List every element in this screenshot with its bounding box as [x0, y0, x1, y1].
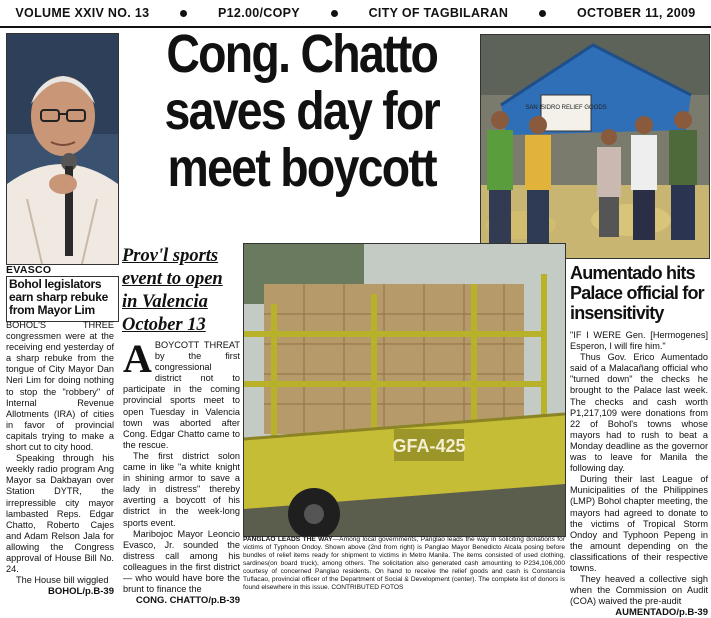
separator-dot [180, 10, 187, 17]
price-label: P12.00/COPY [218, 6, 300, 20]
left-story-headline-box [6, 276, 119, 322]
sports-story-jump-link[interactable]: CONG. CHATTO/p.B-39 [135, 595, 240, 607]
main-headline-line: saves day for [164, 81, 439, 141]
sports-story-paragraph: The first district solon came in like "a white knight in shining armor to save a lady in distress" thereby averting a boycott of his district in the week-long sports event. [123, 450, 240, 528]
separator-dot [331, 10, 338, 17]
left-story-paragraph: Speaking through his weekly radio program Ang Mayor sa Dakbayan over Station DYTR, the irrepressible city mayor lambasted Reps. Edgar Chatto, Roberto Cajes and Adam Relson Jala for allowing the Congress approval of House Bill No. 24. [6, 453, 114, 575]
left-story-jump-link[interactable]: BOHOL/p.B-39 [48, 586, 114, 598]
relief-tent-illustration [481, 35, 709, 258]
left-story-headline: Bohol legislators earn sharp rebuke from Mayor Lim [9, 277, 108, 317]
right-story-headline: Aumentado hits Palace official for insensitivity [570, 263, 704, 323]
volume-label: VOLUME XXIV NO. 13 [15, 6, 150, 20]
left-story-paragraph: The House bill wiggled [16, 575, 109, 586]
person [487, 111, 513, 245]
date-label: OCTOBER 11, 2009 [576, 6, 696, 20]
main-headline [122, 26, 481, 244]
evasco-photo-caption: EVASCO [6, 264, 52, 276]
evasco-illustration [7, 34, 118, 264]
right-story-body [570, 330, 708, 618]
main-headline-line: Cong. Chatto [166, 24, 438, 84]
tent-banner-text: SAN ISIDRO RELIEF GOODS [525, 105, 607, 111]
drop-cap: A [123, 336, 152, 381]
right-story-paragraph: "IF I WERE Gen. [Hermogenes] Esperon, I will fire him." [570, 330, 708, 352]
right-story-paragraph: During their last League of Municipalities of the Philippines (LMP) Bohol chapter meeting, the mayors had agreed to donate to the victims of Tropical Storm Ondoy and Typhoon Pepeng in the amount depending on the classifications of their respective towns. [570, 474, 708, 573]
photo-credit: CONTRIBUTED FOTOS [331, 584, 404, 591]
sports-story-body [123, 336, 240, 607]
left-story-paragraph: BOHOL'S THREE congressmen were at the receiving end yesterday of a sharp rebuke from the tongue of City Mayor Dan Neri Lim for doing nothing to stop the "robbery" of Internal Revenue Allotments (IRA) of cities in favor of provincial capitals trying to make a short cut to city hood. [6, 320, 114, 453]
sports-story-paragraph [123, 336, 240, 451]
sports-story-paragraph: Maribojoc Mayor Leoncio Evasco, Jr. sounded the distress call among his colleagues in the first district— who would have bore the brunt to finance the [123, 528, 240, 595]
sports-story-headline: Prov'l sports event to open in Valencia October 13 [122, 246, 223, 335]
cargo-boxes [264, 284, 524, 434]
relief-truck-photo [243, 243, 566, 537]
caption-lead: PANGLAO LEADS THE WAY [243, 536, 333, 543]
city-label: CITY OF TAGBILARAN [368, 6, 509, 20]
relief-tent-photo [480, 34, 710, 259]
right-story-paragraph: They heaved a collective sigh when the Commission on Audit (COA) waived the pre-audit [570, 574, 708, 607]
person [525, 116, 551, 245]
left-story-body [6, 320, 114, 597]
right-story-paragraph: Thus Gov. Erico Aumentado said of a Malacañang official who "turned down" the checks he brought to the Palace last week. The checks and cash worth P1,217,109 were donations from 22 of Bohol's towns whose mayors had to rush to beat a Monday deadline as the governor was to leave for Manila the following day. [570, 352, 708, 474]
relief-truck-illustration [244, 244, 565, 536]
main-headline-line: meet boycott [167, 138, 436, 198]
evasco-photo [6, 33, 119, 265]
person [669, 111, 697, 240]
caption-body: —Among local governments, Panglao leads the way in soliciting donations for victims of Typhoon Ondoy. Shown above (2nd from right) is Panglao Mayor Benedicto Alcala posing before bundles of relief items ready for shipment to victims in Metro Manila. The items consisted of used clothing, sardines(on board truck), among others. The solicitation also generated cash amounting to P234,106,000 courtesy of concerned Panglao residents. On hand to receive the relief goods and cash is Constancia Tuflacao, provincial officer of the Department of Social & Development (center). The complete list of donors is found elsewhere in this issue. [243, 536, 565, 591]
separator-dot [539, 10, 546, 17]
right-story-jump-link[interactable]: AUMENTADO/p.B-39 [615, 607, 708, 618]
truck-photo-caption [243, 536, 565, 592]
sports-story-lead: BOYCOTT THREAT by the first congressional district not to participate in the coming provincial sports meet to open Tuesday in Valencia town was aborted after Cong. Edgar Chatto came to the rescue. [123, 340, 240, 450]
truck-plate: GFA-425 [392, 436, 466, 456]
